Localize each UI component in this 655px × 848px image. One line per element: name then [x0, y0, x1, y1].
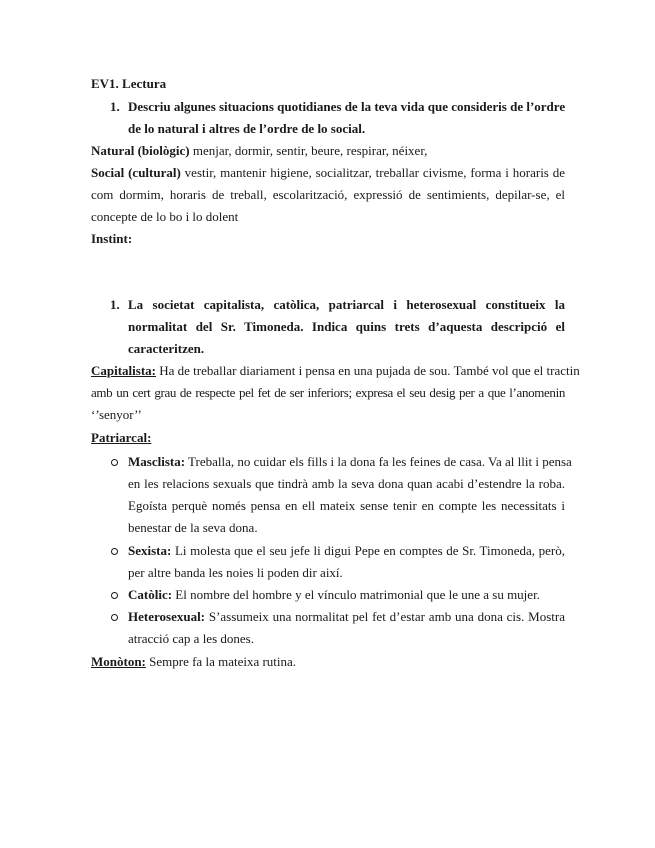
heterosexual-line-2: atracció cap a les dones. — [128, 631, 254, 646]
question-1-line-1: Descriu algunes situacions quotidianes de la teva vida que consideris de l’ordre — [128, 99, 566, 114]
sexista-line-2: per altre banda les noies li poden dir així. — [128, 565, 343, 580]
sexista-text-1: Li molesta que el seu jefe li digui Pepe en comptes de Sr. Timoneda, però, — [171, 543, 565, 558]
masclista-line-2: en les relacions sexuals que tindrà amb la seva dona quan acabi d’estendre la roba. — [128, 476, 565, 491]
social-line-2: com dormim, horaris de treball, escolarització, expressió de sentimients, depilar-se, el — [91, 187, 565, 202]
question-2-number: 1. — [110, 297, 120, 312]
natural-label: Natural (biològic) — [91, 143, 190, 158]
bullet-circle-icon — [111, 592, 118, 599]
social-label: Social (cultural) — [91, 165, 181, 180]
masclista-line-1 — [128, 451, 572, 473]
sexista-label: Sexista: — [128, 543, 172, 558]
heterosexual-label: Heterosexual: — [128, 609, 206, 624]
capitalista-line-1 — [91, 360, 580, 382]
capitalista-label: Capitalista: — [91, 363, 156, 378]
natural-text: menjar, dormir, sentir, beure, respirar, néixer, — [189, 143, 428, 158]
patriarcal-label: Patriarcal: — [91, 430, 152, 445]
monoton-label: Monòton: — [91, 654, 146, 669]
question-2-line-2: normalitat del Sr. Timoneda. Indica quins trets d’aquesta descripció el — [128, 319, 565, 334]
natural-paragraph — [91, 140, 565, 162]
sexista-line-1 — [128, 540, 565, 562]
catolic-label: Catòlic: — [128, 587, 173, 602]
masclista-label: Masclista: — [128, 454, 186, 469]
masclista-text-1: Treballa, no cuidar els fills i la dona fa les feines de casa. Va al llit i pensa — [185, 454, 572, 469]
question-2-line-3: caracteritzen. — [128, 341, 205, 356]
question-1-number: 1. — [110, 99, 120, 114]
catolic-text-1: El nombre del hombre y el vínculo matrimonial que le une a su mujer. — [172, 587, 540, 602]
capitalista-line-2: amb un cert grau de respecte pel fet de ser inferiors; expresa el seu desig per a que l’anomenin — [91, 385, 565, 400]
bullet-circle-icon — [111, 459, 118, 466]
social-line-3: concepte de lo bo i lo dolent — [91, 209, 239, 224]
catolic-line-1 — [128, 584, 565, 606]
monoton-text: Sempre fa la mateixa rutina. — [145, 654, 297, 669]
bullet-circle-icon — [111, 614, 118, 621]
heterosexual-line-1 — [128, 606, 565, 628]
social-line-1 — [91, 162, 565, 184]
bullet-circle-icon — [111, 548, 118, 555]
capitalista-line-3: ‘’senyor’’ — [91, 407, 142, 422]
document-title: EV1. Lectura — [91, 76, 167, 91]
masclista-line-3: Egoísta perquè només pensa en ell mateix sense tenir en compte les necessitats i — [128, 498, 565, 513]
masclista-line-4: benestar de la seva dona. — [128, 520, 258, 535]
instint-label: Instint: — [91, 231, 133, 246]
social-text-1: vestir, mantenir higiene, socialitzar, treballar civisme, forma i horaris de — [180, 165, 566, 180]
monoton-paragraph — [91, 651, 565, 673]
question-2-line-1: La societat capitalista, catòlica, patriarcal i heterosexual constitueix la — [128, 297, 565, 312]
question-1-line-2: de lo natural i altres de l’ordre de lo social. — [128, 121, 366, 136]
capitalista-text-1: Ha de treballar diariament i pensa en una pujada de sou. També vol que el tractin — [156, 363, 580, 378]
heterosexual-text-1: S’assumeix una normalitat pel fet d’estar amb una dona cis. Mostra — [205, 609, 565, 624]
